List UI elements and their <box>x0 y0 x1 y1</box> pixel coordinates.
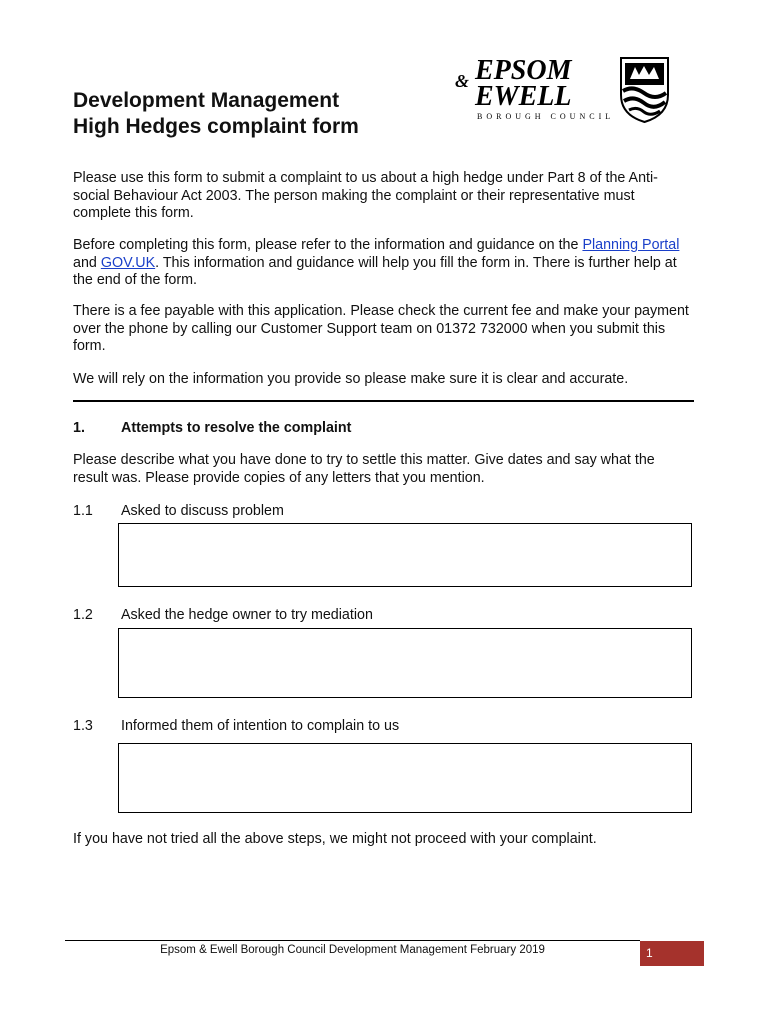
section-1-note: If you have not tried all the above steps, we might not proceed with your complaint. <box>73 831 597 847</box>
footer-divider <box>65 940 640 941</box>
intro-paragraph-4: We will rely on the information you provide so please make sure it is clear and accurate. <box>73 371 629 387</box>
page-number-badge: 1 <box>640 941 704 966</box>
section-divider <box>73 400 694 402</box>
question-1-2-label: Asked the hedge owner to try mediation <box>121 607 373 623</box>
question-1-1-number: 1.1 <box>73 503 93 519</box>
page-title <box>73 88 359 140</box>
intro-paragraph-1: Please use this form to submit a complaint to us about a high hedge under Part 8 of the Anti-social Behaviour Act 2003. The person making the complaint or their representative must complete this form. <box>73 170 658 221</box>
question-1-3-label: Informed them of intention to complain to us <box>121 718 400 734</box>
council-logo-graphic <box>455 55 670 125</box>
intro-p2-text-mid: and <box>73 254 101 271</box>
intro-paragraph-3: There is a fee payable with this application. Please check the current fee and make your payment over the phone by calling our Customer Support team on 01372 732000 when you submit this form. <box>73 303 689 354</box>
question-1-3-answer-field[interactable] <box>118 743 692 813</box>
intro-p2-text-start: Before completing this form, please refer to the information and guidance on the <box>73 237 583 253</box>
footer-text: Epsom & Ewell Borough Council Development Management February 2019 <box>160 944 545 956</box>
section-1-number: 1. <box>73 420 85 436</box>
question-1-2-number: 1.2 <box>73 607 93 623</box>
intro-p2-text-end: . This information and guidance will help you fill the form in. There is further help at the end of the form. <box>73 254 677 288</box>
logo-word-epsom: EPSOM <box>475 55 572 86</box>
planning-portal-link[interactable]: Planning Portal <box>582 237 680 253</box>
logo-subtitle: BOROUGH COUNCIL <box>477 112 615 121</box>
council-shield-icon <box>621 58 668 122</box>
question-1-1-answer-field[interactable] <box>118 523 692 587</box>
intro-paragraph-2 <box>73 237 693 290</box>
council-logo <box>455 55 670 125</box>
section-1-description: Please describe what you have done to try to settle this matter. Give dates and say what the result was. Please provide copies of any letters that you mention. <box>73 452 655 486</box>
gov-uk-link[interactable]: GOV.UK <box>100 254 156 271</box>
question-1-1-label: Asked to discuss problem <box>121 503 284 519</box>
logo-word-ewell: EWELL <box>475 81 572 112</box>
question-1-3-number: 1.3 <box>73 718 93 734</box>
title-line-2: High Hedges complaint form <box>73 115 359 138</box>
title-line-1: Development Management <box>73 89 340 112</box>
logo-ampersand: & <box>455 71 470 91</box>
question-1-2-answer-field[interactable] <box>118 628 692 698</box>
section-1-title: Attempts to resolve the complaint <box>121 420 352 436</box>
